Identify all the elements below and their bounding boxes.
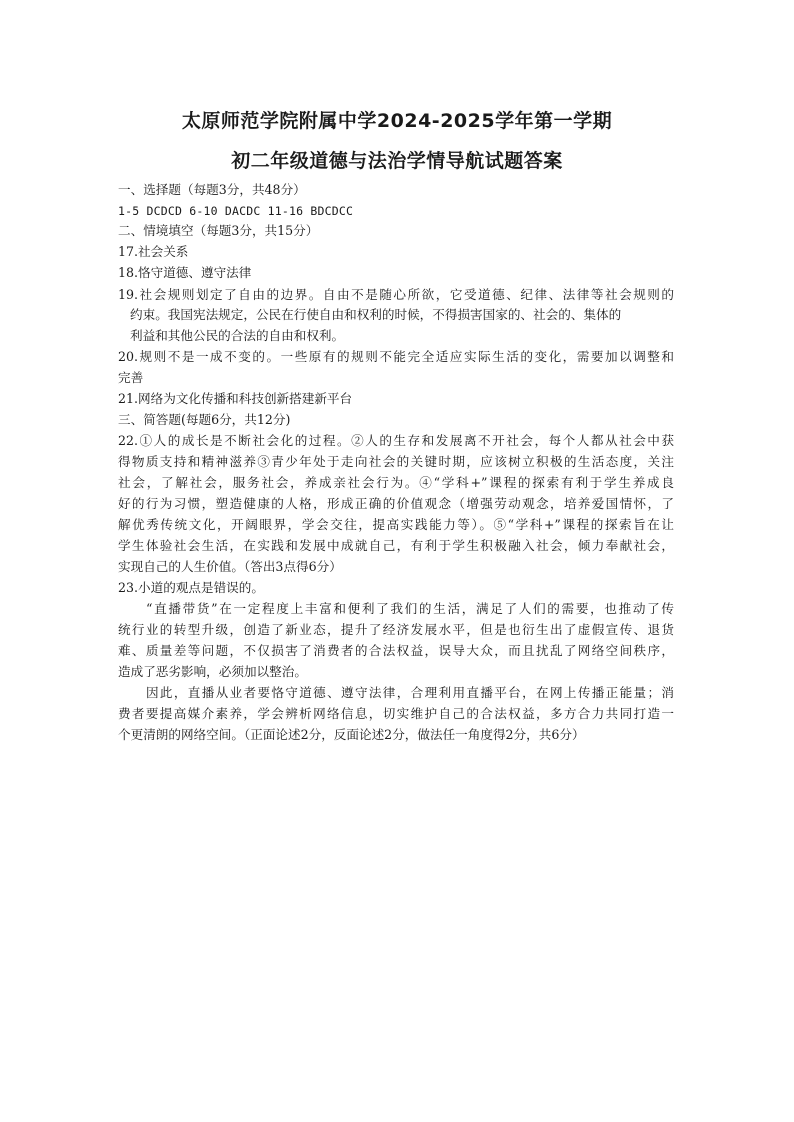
answer-17: 17.社会关系 (118, 244, 189, 259)
school-term-title: 太原师范学院附属中学2024-2025学年第一学期 (181, 110, 613, 132)
answer-19-line-2: 约束。我国宪法规定，公民在行使自由和权利的时候，不得损害国家的、社会的、集体的 (130, 307, 622, 322)
section-1-heading: 一、选择题（每题3分，共48分） (118, 182, 306, 197)
answer-23-line-6: 因此，直播从业者要恪守道德、遵守法律，合理利用直播平台，在网上传播正能量；消 (146, 685, 674, 700)
answer-23-line-7: 费者要提高媒介素养，学会辨析网络信息，切实维护自己的合法权益，多方合力共同打造一 (118, 706, 674, 721)
exam-answer-title: 初二年级道德与法治学情导航试题答案 (231, 150, 563, 172)
answer-22-line-6: 学生体验社会生活，在实践和发展中成就自己，有利于学生积极融入社会，倾力奉献社会， (118, 538, 674, 553)
answer-23-line-3: 统行业的转型升级，创造了新业态，提升了经济发展水平，但是也衍生出了虚假宣传、退货 (118, 622, 674, 637)
multiple-choice-answers: 1-5 DCDCD 6-10 DACDC 11-16 BDCDCC (118, 204, 354, 218)
answer-22-line-3: 社会，了解社会，服务社会，养成亲社会行为。④“学科+”课程的探索有利于学生养成良 (118, 475, 674, 490)
answer-18: 18.恪守道德、遵守法律 (118, 265, 252, 280)
section-3-heading: 三、简答题(每题6分，共12分) (118, 412, 291, 427)
answer-23-line-8: 个更清朗的网络空间。（正面论述2分，反面论述2分，做法任一角度得2分，共6分） (118, 727, 585, 742)
answer-22-line-1: 22.①人的成长是不断社会化的过程。②人的生存和发展离不开社会，每个人都从社会中获 (118, 433, 674, 448)
answer-23-line-5: 造成了恶劣影响，必须加以整治。 (118, 664, 307, 679)
answer-19-line-3: 利益和其他公民的合法的自由和权利。 (130, 328, 345, 343)
answer-19-line-1: 19.社会规则划定了自由的边界。自由不是随心所欲，它受道德、纪律、法律等社会规则的 (118, 287, 674, 302)
answer-20-line-2: 完善 (118, 370, 144, 385)
answer-22-line-7: 实现自己的人生价值。（答出3点得6分） (118, 559, 342, 574)
answer-22-line-5: 解优秀传统文化，开阔眼界，学会交往，提高实践能力等）。⑤“学科+”课程的探索旨在让 (118, 517, 674, 532)
answer-21: 21.网络为文化传播和科技创新搭建新平台 (118, 391, 353, 406)
answer-22-line-4: 好的行为习惯，塑造健康的人格，形成正确的价值观念（增强劳动观念，培养爱国情怀，了 (118, 496, 674, 511)
answer-20-line-1: 20.规则不是一成不变的。一些原有的规则不能完全适应实际生活的变化，需要加以调整和 (118, 349, 674, 364)
section-2-heading: 二、情境填空（每题3分，共15分） (118, 223, 319, 238)
answer-23-line-1: 23.小道的观点是错误的。 (118, 580, 264, 595)
answer-22-line-2: 得物质支持和精神滋养③青少年处于走向社会的关键时期，应该树立积极的生活态度，关注 (118, 454, 674, 469)
answer-23-line-2: “直播带货”在一定程度上丰富和便利了我们的生活，满足了人们的需要，也推动了传 (146, 601, 674, 616)
answer-23-line-4: 难、质量差等问题，不仅损害了消费者的合法权益，误导大众，而且扰乱了网络空间秩序， (118, 643, 674, 658)
